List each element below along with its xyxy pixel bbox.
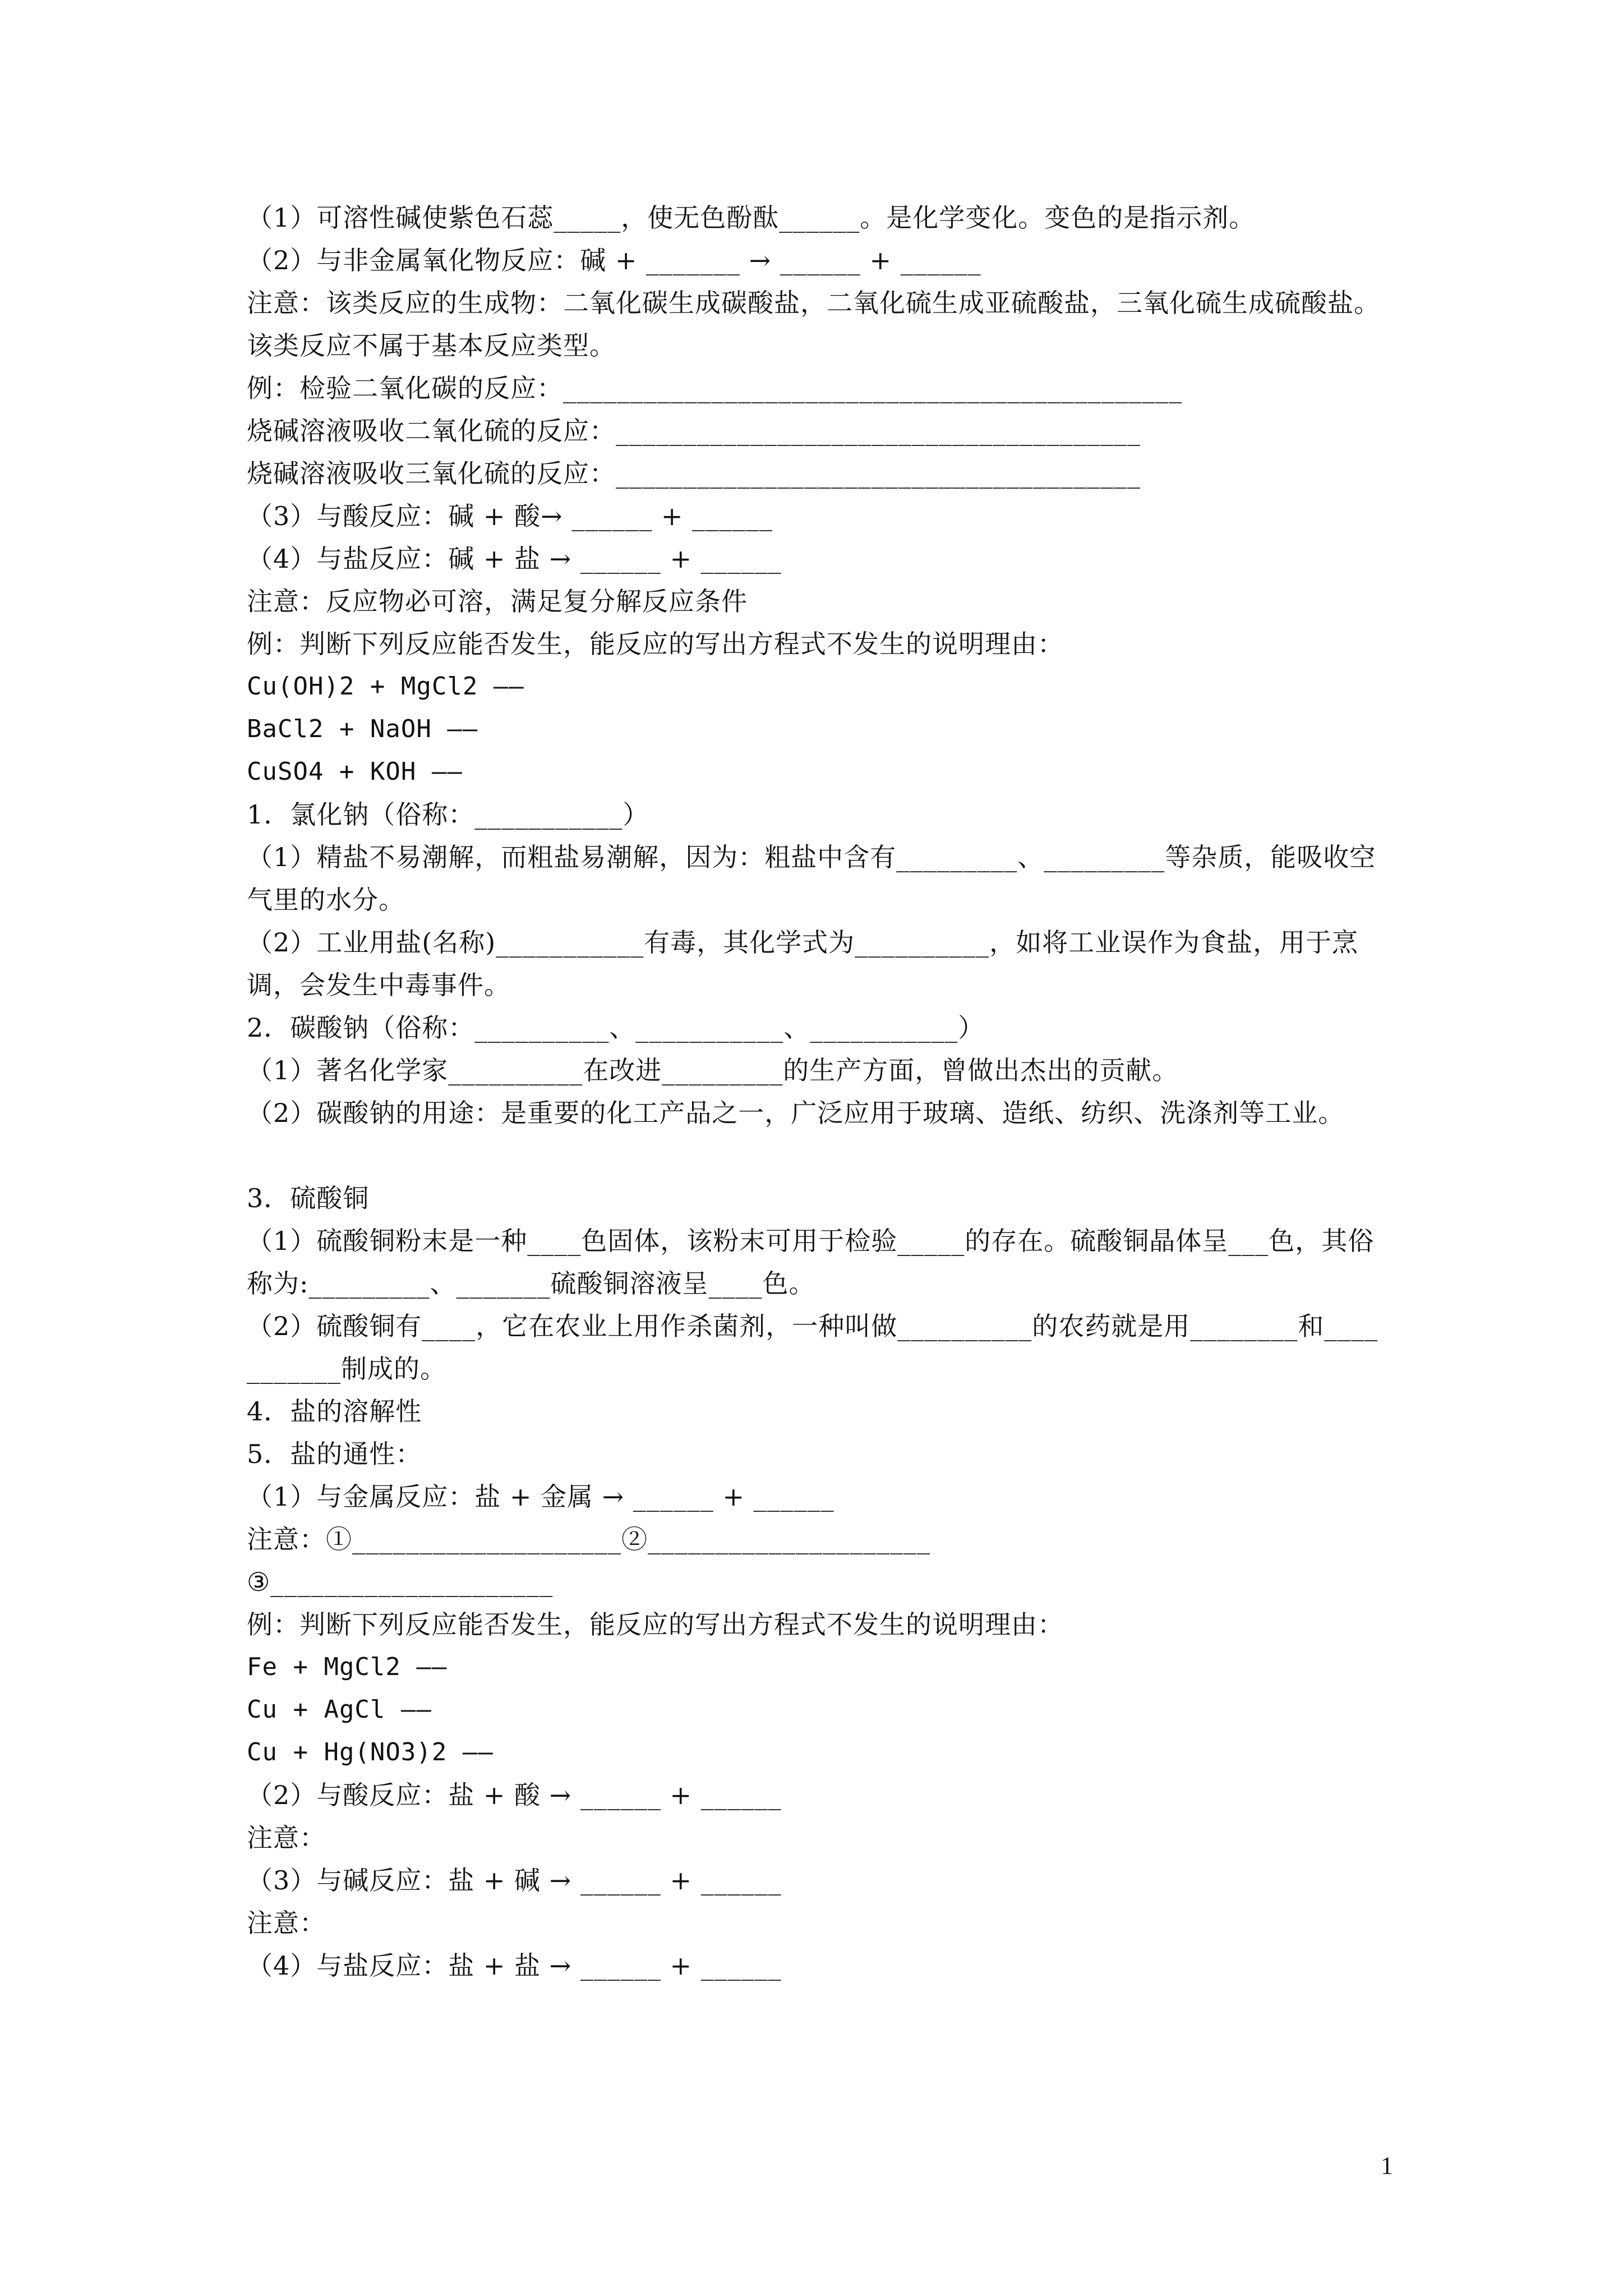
formula-line: Cu(OH)2 + MgCl2 —— bbox=[247, 672, 524, 701]
text-line: （2）硫酸铜有____，它在农业上用作杀菌剂，一种叫做__________的农药就是用________和___________制成的。 bbox=[247, 1311, 1378, 1384]
text-line: 烧碱溶液吸收二氧化硫的反应：_______________________________________ bbox=[247, 416, 1141, 446]
text-line: 注意：该类反应的生成物：二氧化碳生成碳酸盐，二氧化硫生成亚硫酸盐，三氧化硫生成硫酸盐。 bbox=[247, 288, 1380, 318]
text-line: （3）与酸反应：碱 + 酸→ ______ + ______ bbox=[247, 501, 773, 531]
section-heading: 5．盐的通性： bbox=[247, 1439, 422, 1469]
formula-line: Fe + MgCl2 —— bbox=[247, 1653, 448, 1681]
text-line: （4）与盐反应：碱 + 盐 → ______ + ______ bbox=[247, 544, 782, 574]
text-line: （1）硫酸铜粉末是一种____色固体，该粉末可用于检验_____的存在。硫酸铜晶体呈___色，其俗称为:_________、_______硫酸铜溶液呈____色。 bbox=[247, 1226, 1375, 1299]
section-heading: 3．硫酸铜 bbox=[247, 1183, 370, 1213]
text-line: （2）工业用盐(名称)___________有毒，其化学式为__________，如将工业误作为食盐，用于烹调，会发生中毒事件。 bbox=[247, 927, 1359, 1000]
text-line: 注意： bbox=[247, 1823, 326, 1853]
text-line: （2）与非金属氧化物反应：碱 + _______ → ______ + ______ bbox=[247, 245, 981, 275]
text-line: （1）著名化学家__________在改进_________的生产方面，曾做出杰出的贡献。 bbox=[247, 1055, 1179, 1085]
blank-line bbox=[247, 1134, 1391, 1177]
section-heading: 1．氯化钠（俗称：___________） bbox=[247, 799, 649, 830]
text-line: 例：检验二氧化碳的反应：______________________________________________ bbox=[247, 373, 1182, 403]
page-number: 1 bbox=[1381, 2152, 1393, 2179]
worksheet-body bbox=[247, 196, 1391, 1987]
text-line: 例：判断下列反应能否发生，能反应的写出方程式不发生的说明理由： bbox=[247, 1609, 1064, 1640]
section-heading: 2．碳酸钠（俗称：__________、___________、___________） bbox=[247, 1013, 985, 1043]
text-line: （1）可溶性碱使紫色石蕊_____，使无色酚酞______。是化学变化。变色的是指示剂。 bbox=[247, 203, 1256, 233]
formula-line: Cu + Hg(NO3)2 —— bbox=[247, 1738, 494, 1766]
formula-line: CuSO4 + KOH —— bbox=[247, 757, 463, 786]
text-line: （1）与金属反应：盐 + 金属 → ______ + ______ bbox=[247, 1481, 834, 1512]
text-line: 注意： bbox=[247, 1908, 326, 1938]
text-line: （4）与盐反应：盐 + 盐 → ______ + ______ bbox=[247, 1950, 782, 1981]
section-heading: 4．盐的溶解性 bbox=[247, 1396, 422, 1427]
formula-line: BaCl2 + NaOH —— bbox=[247, 715, 478, 743]
text-line: （1）精盐不易潮解，而粗盐易潮解，因为：粗盐中含有_________、_________等杂质，能吸收空气里的水分。 bbox=[247, 842, 1376, 915]
formula-line: Cu + AgCl —— bbox=[247, 1695, 432, 1724]
text-line: 注意：反应物必可溶，满足复分解反应条件 bbox=[247, 586, 748, 616]
text-line: 例：判断下列反应能否发生，能反应的写出方程式不发生的说明理由： bbox=[247, 629, 1064, 659]
text-line: ③_____________________ bbox=[247, 1567, 554, 1597]
text-line: （3）与碱反应：盐 + 碱 → ______ + ______ bbox=[247, 1865, 782, 1895]
text-line: 烧碱溶液吸收三氧化硫的反应：_______________________________________ bbox=[247, 458, 1141, 489]
text-line: （2）与酸反应：盐 + 酸 → ______ + ______ bbox=[247, 1780, 782, 1810]
text-line: （2）碳酸钠的用途：是重要的化工产品之一，广泛应用于玻璃、造纸、纺织、洗涤剂等工业。 bbox=[247, 1098, 1345, 1128]
text-line: 该类反应不属于基本反应类型。 bbox=[247, 330, 616, 361]
text-line: 注意：①____________________②_____________________ bbox=[247, 1524, 930, 1554]
